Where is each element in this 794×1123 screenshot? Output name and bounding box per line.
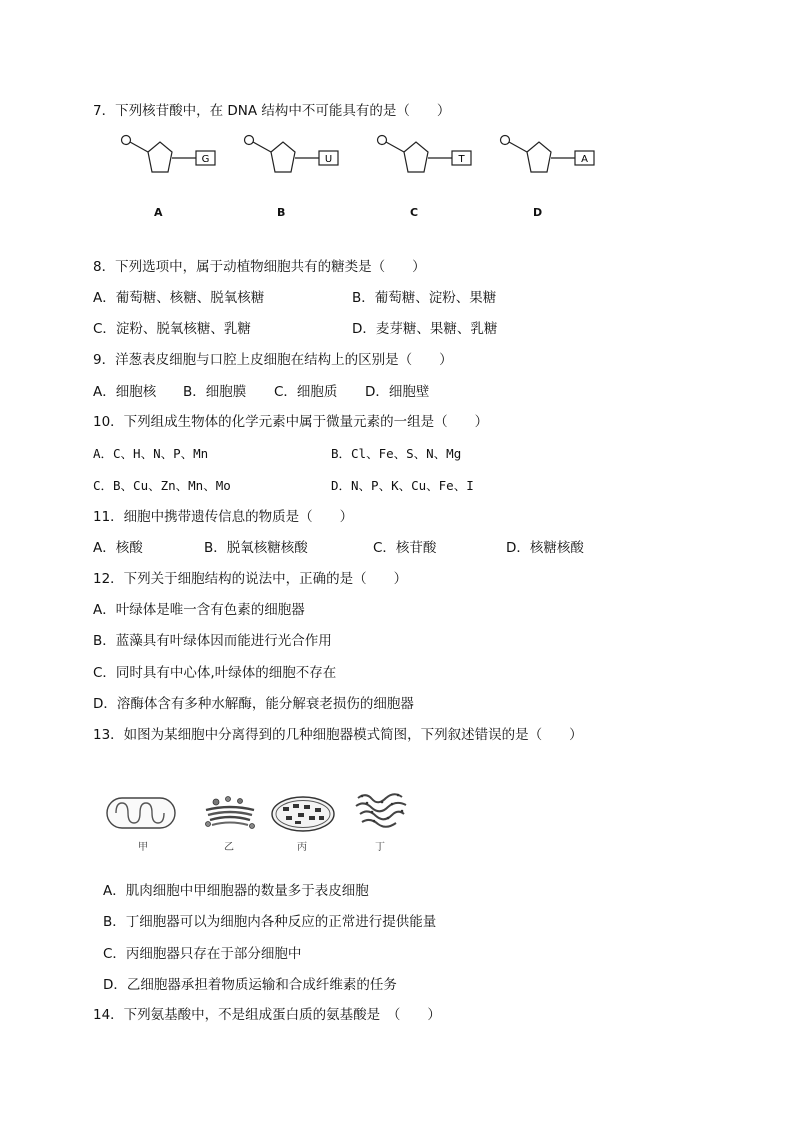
q12-option-a: A．叶绿体是唯一含有色素的细胞器 [93,602,305,618]
q10-option-b: B．Cl、Fe、S、N、Mg [331,446,462,461]
q9-option-b: B．细胞膜 [183,384,247,400]
q13-option-b: B．丁细胞器可以为细胞内各种反应的正常进行提供能量 [103,914,437,930]
base-label-a: G [201,154,210,165]
endoplasmic-reticulum-diagram [352,790,410,832]
q12-option-c: C．同时具有中心体,叶绿体的细胞不存在 [93,665,337,681]
nucleotide-diagram-b [241,130,351,190]
q11-option-c: C．核苷酸 [373,540,437,556]
nucleotide-label-d: D [533,206,543,219]
q8-option-c: C．淀粉、脱氧核糖、乳糖 [93,321,251,337]
q9-stem: 9．洋葱表皮细胞与口腔上皮细胞在结构上的区别是（ ） [93,352,453,368]
q10-option-c: C．B、Cu、Zn、Mn、Mo [93,478,231,493]
q11-option-d: D．核糖核酸 [506,540,584,556]
nucleotide-diagram-a [118,130,228,190]
q12-stem: 12．下列关于细胞结构的说法中，正确的是（ ） [93,571,408,587]
q11-option-a: A．核酸 [93,540,143,556]
q14-stem: 14．下列氨基酸中，不是组成蛋白质的氨基酸是 （ ） [93,1007,441,1023]
q10-stem: 10．下列组成生物体的化学元素中属于微量元素的一组是（ ） [93,414,489,430]
q8-option-b: B．葡萄糖、淀粉、果糖 [352,290,497,306]
nucleotide-label-b: B [277,206,286,219]
q9-option-c: C．细胞质 [274,384,338,400]
base-label-d: A [581,154,588,165]
organelle-label-yi: 乙 [224,842,234,853]
q10-option-a: A．C、H、N、P、Mn [93,446,209,461]
nucleotide-diagram-d [497,130,607,190]
q13-option-d: D．乙细胞器承担着物质运输和合成纤维素的任务 [103,977,397,993]
q7-stem: 7．下列核苷酸中，在 DNA 结构中不可能具有的是（ ） [93,103,451,119]
nucleotide-label-a: A [154,206,163,219]
q10-option-d: D．N、P、K、Cu、Fe、I [331,478,474,493]
nucleotide-label-c: C [410,206,419,219]
base-label-c: T [458,154,465,165]
q9-option-a: A．细胞核 [93,384,157,400]
organelle-label-bing: 丙 [297,842,307,853]
q8-option-a: A．葡萄糖、核糖、脱氧核糖 [93,290,265,306]
base-label-b: U [324,154,333,165]
q9-option-d: D．细胞壁 [365,384,430,400]
q8-option-d: D．麦芽糖、果糖、乳糖 [352,321,498,337]
q13-option-c: C．丙细胞器只存在于部分细胞中 [103,946,302,962]
q13-option-a: A．肌肉细胞中甲细胞器的数量多于表皮细胞 [103,883,369,899]
mitochondrion-diagram [106,796,178,832]
chloroplast-diagram [271,795,337,833]
q12-option-b: B．蓝藻具有叶绿体因而能进行光合作用 [93,633,332,649]
organelle-label-ding: 丁 [375,842,385,853]
nucleotide-diagram-c [374,130,484,190]
q12-option-d: D．溶酶体含有多种水解酶，能分解衰老损伤的细胞器 [93,696,414,712]
q11-stem: 11．细胞中携带遗传信息的物质是（ ） [93,509,354,525]
q13-stem: 13．如图为某细胞中分离得到的几种细胞器模式简图，下列叙述错误的是（ ） [93,727,583,743]
organelle-label-jia: 甲 [138,842,148,853]
q8-stem: 8．下列选项中，属于动植物细胞共有的糖类是（ ） [93,259,426,275]
golgi-diagram [200,794,260,834]
q11-option-b: B．脱氧核糖核酸 [204,540,308,556]
